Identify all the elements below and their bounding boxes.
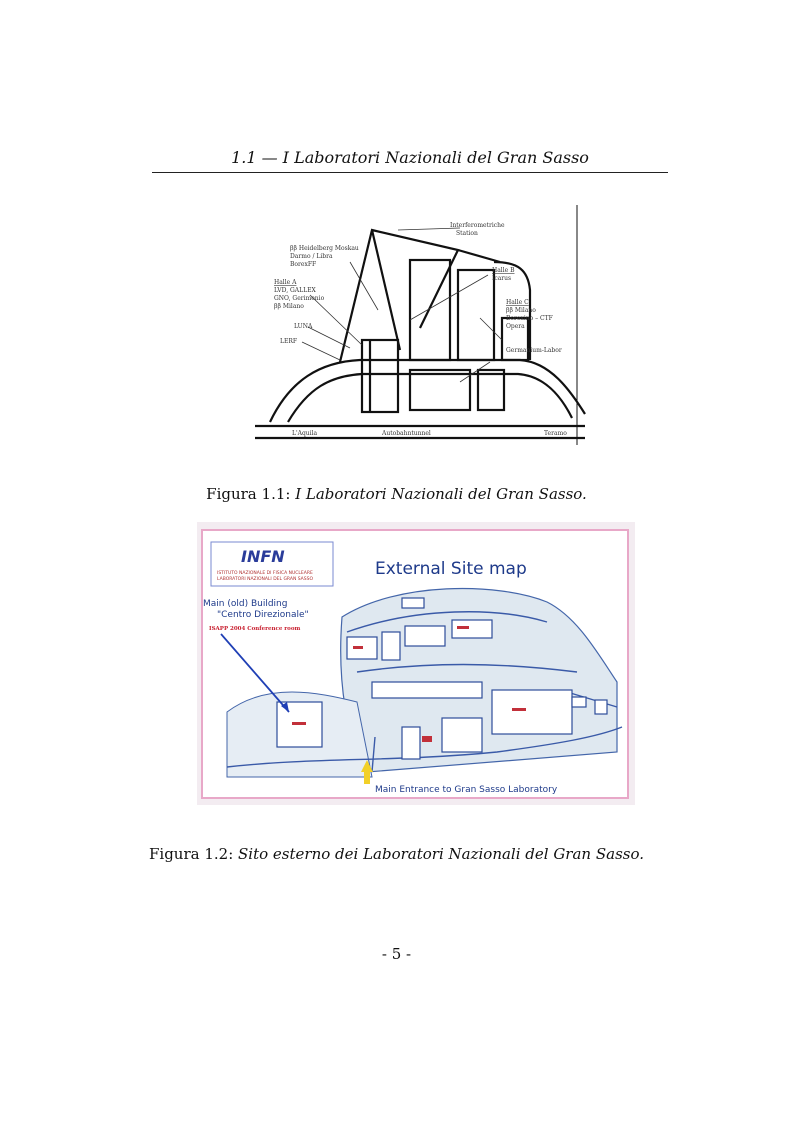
building-label-line2: "Centro Direzionale" [217, 610, 309, 620]
figure-2-caption-text: Sito esterno dei Laboratori Nazionali del Gran Sasso. [238, 845, 644, 863]
isapp-label: ISAPP 2004 Conference room [209, 626, 301, 632]
label-halla-2: GNO, Gerimenio [274, 295, 325, 302]
label-hallb-head: Halle B [492, 267, 515, 274]
label-darma: Darmo / Libra [290, 253, 333, 260]
entrance-label: Main Entrance to Gran Sasso Laboratory [375, 785, 558, 795]
building-5 [372, 682, 482, 698]
figure-1-lab-schematic [250, 200, 590, 450]
building-3 [405, 626, 445, 646]
label-halla-3: ββ Milano [274, 303, 304, 310]
label-hallc-3: Opera [506, 323, 525, 330]
infn-logo-line1: ISTITUTO NAZIONALE DI FISICA NUCLEARE [217, 571, 313, 576]
gallery-west [362, 340, 398, 412]
label-halla-1: LVD, GALLEX [274, 287, 316, 294]
building-8 [442, 718, 482, 752]
header-rule [152, 172, 668, 173]
figure-2-caption [0, 845, 793, 863]
map-title: External Site map [375, 559, 527, 579]
building-7 [402, 727, 420, 759]
label-teramo: Teramo [544, 430, 567, 437]
diagonal-corridors [340, 230, 500, 362]
figure-2-external-site-map [197, 522, 635, 805]
label-station: Station [456, 230, 478, 237]
gallery-center [410, 370, 470, 410]
label-lerf: LERF [280, 338, 298, 345]
building-10 [572, 697, 586, 707]
label-aquila: L'Aquila [292, 430, 318, 437]
figure-1-caption-prefix: Figura 1.1: [206, 485, 296, 503]
access-loop-inner [288, 374, 572, 422]
hall-b [458, 270, 494, 360]
building-6 [492, 690, 572, 734]
label-interferometric: Interferometriche [450, 222, 505, 229]
hall-a [410, 260, 450, 360]
figure-2-caption-prefix: Figura 1.2: [148, 845, 239, 863]
figure-1-caption [0, 485, 793, 503]
page-number: - 5 - [381, 945, 412, 963]
running-header: 1.1 — I Laboratori Nazionali del Gran Sasso [231, 148, 589, 167]
label-hallb-1: Icarus [492, 275, 512, 282]
infn-logo-line2: LABORATORI NAZIONALI DEL GRAN SASSO [217, 577, 314, 582]
label-hallc-1: ββ Milano [506, 307, 536, 314]
infn-logo: INFN [241, 547, 285, 566]
label-heidelberg: ββ Heidelberg Moskau [290, 245, 359, 252]
label-halla-head: Halle A [274, 279, 297, 286]
label-tunnel: Autobahntunnel [382, 430, 431, 437]
building-9 [402, 598, 424, 608]
label-hallc-2: Borexino – CTF [506, 315, 553, 322]
building-11 [595, 700, 607, 714]
building-2 [382, 632, 400, 660]
label-luna: LUNA [294, 323, 313, 330]
gallery-east [478, 370, 504, 410]
label-borexff: BorexFF [290, 261, 317, 268]
label-hallc-head: Halle C [506, 299, 529, 306]
building-label-line1: Main (old) Building [203, 599, 288, 609]
figure-1-caption-text: I Laboratori Nazionali del Gran Sasso. [295, 485, 587, 503]
label-germanium: Germanium-Labor [506, 347, 562, 354]
